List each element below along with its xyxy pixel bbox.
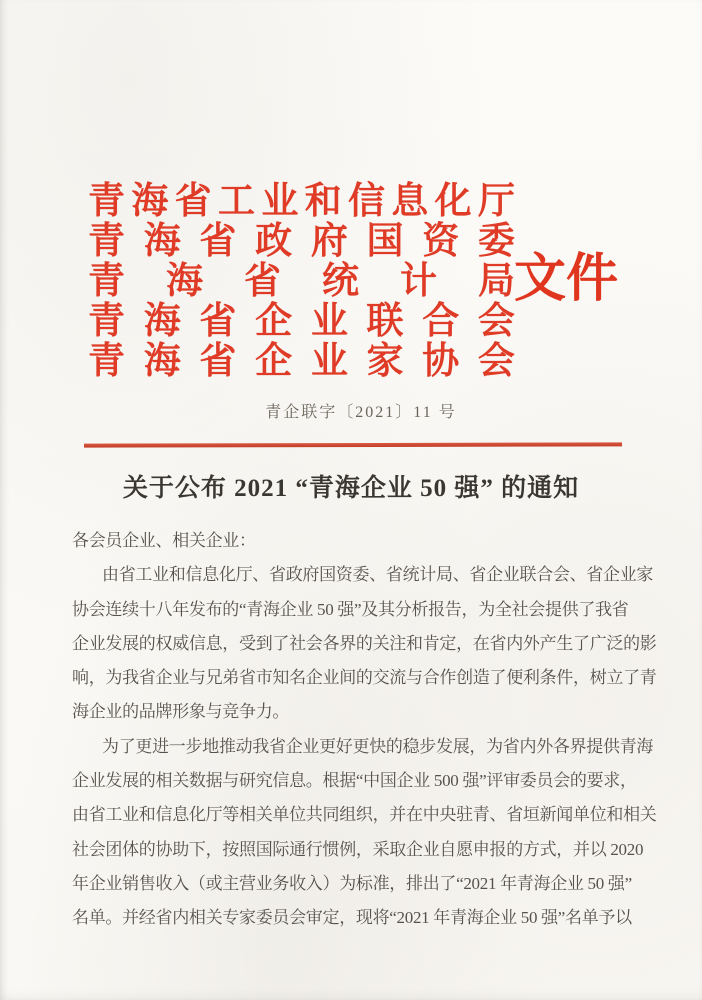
red-separator-line	[84, 442, 622, 447]
body-line: 响，为我省企业与兄弟省市知名企业间的交流与合作创造了便利条件，树立了青	[72, 668, 657, 688]
body-line: 由省工业和信息化厅等相关单位共同组织，并在中央驻青、省垣新闻单位和相关	[72, 805, 657, 825]
letterhead-org-line-1: 青 海 省 工 业 和 信 息 化 厅	[88, 180, 515, 222]
letterhead-org-line-5: 青 海 省 企 业 家 协 会	[88, 341, 515, 383]
body-line: 企业发展的权威信息，受到了社会各界的关注和肯定，在省内外产生了广泛的影	[72, 633, 657, 653]
body-line: 年企业销售收入（或主营业务收入）为标准，排出了“2021 年青海企业 50 强”	[72, 873, 632, 893]
body-line: 名单。并经省内相关专家委员会审定，现将“2021 年青海企业 50 强”名单予以	[72, 908, 632, 928]
letterhead-document-label: 文件	[514, 251, 619, 308]
body-line: 海企业的品牌形象与竞争力。	[72, 702, 290, 722]
document-body	[72, 524, 657, 936]
letterhead-org-line-4: 青 海 省 企 业 联 合 会	[88, 301, 515, 343]
body-line: 企业发展的相关数据与研究信息。根据“中国企业 500 强”评审委员会的要求，	[72, 771, 637, 791]
letterhead	[88, 181, 515, 382]
body-line: 协会连续十八年发布的“青海企业 50 强”及其分析报告，为全社会提供了我省	[72, 599, 629, 619]
letterhead-org-line-2: 青 海 省 政 府 国 资 委	[88, 220, 515, 262]
document-title: 关于公布 2021 “青海企业 50 强” 的通知	[122, 475, 580, 502]
body-line-salutation: 各会员企业、相关企业：	[72, 531, 256, 550]
document-number: 青企联字〔2021〕11 号	[265, 404, 457, 421]
body-line: 社会团体的协助下，按照国际通行惯例，采取企业自愿申报的方式，并以 2020	[72, 839, 644, 859]
body-line: 为了更进一步地推动我省企业更好更快的稳步发展，为省内外各界提供青海	[102, 736, 654, 756]
letterhead-org-line-3: 青 海 省 统 计 局	[88, 260, 515, 302]
body-line: 由省工业和信息化厅、省政府国资委、省统计局、省企业联合会、省企业家	[102, 565, 654, 585]
